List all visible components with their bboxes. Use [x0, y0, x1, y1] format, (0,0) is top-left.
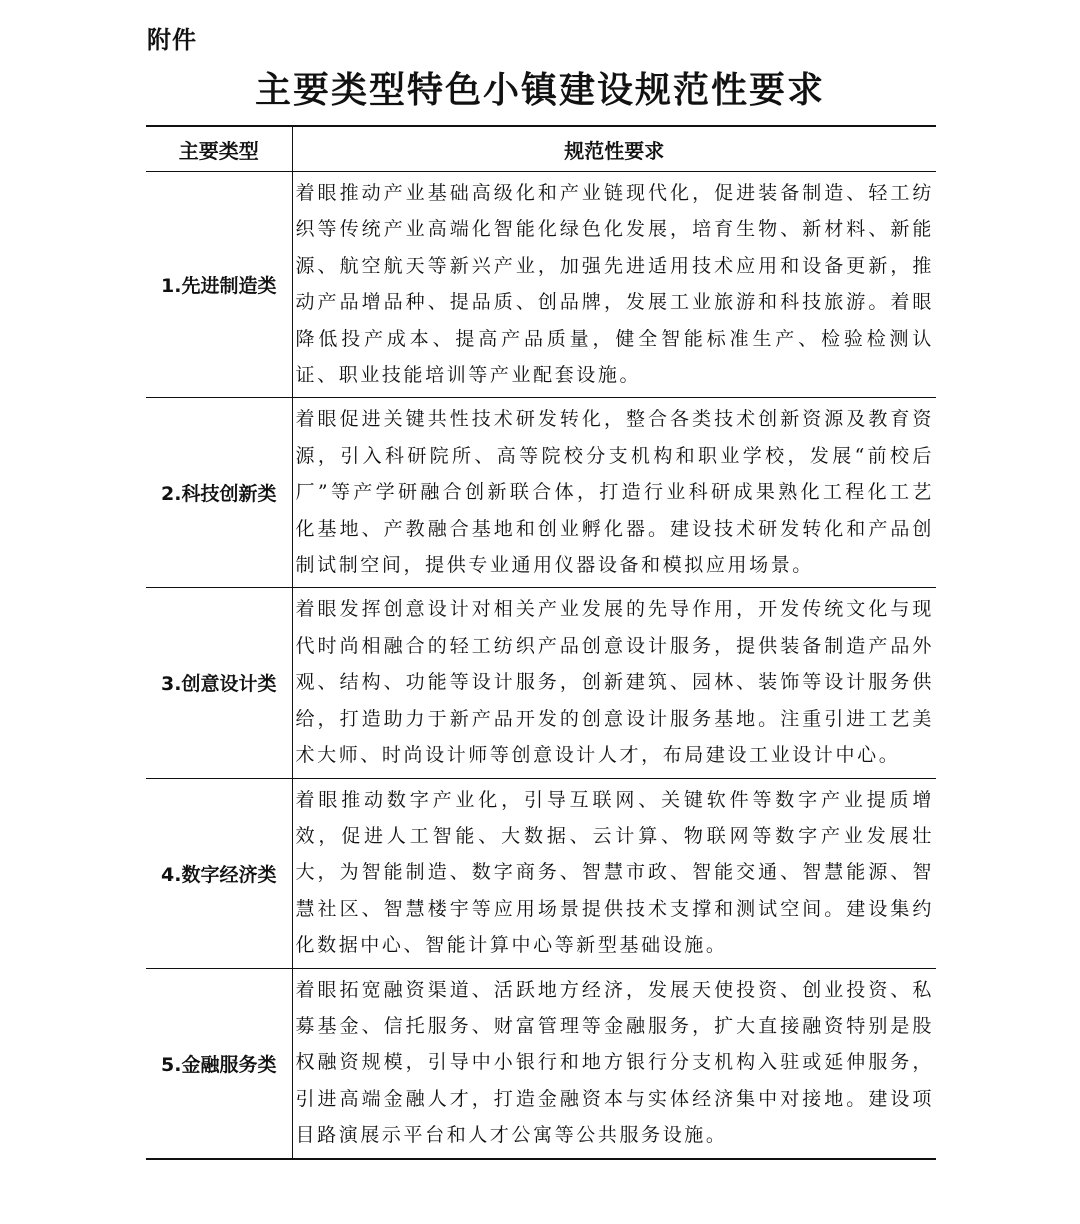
table-row: [146, 172, 936, 398]
type-cell: 1.先进制造类: [146, 172, 292, 398]
table-row: [146, 588, 936, 778]
requirement-cell: 着眼推动数字产业化，引导互联网、关键软件等数字产业提质增效，促进人工智能、大数据、云计算、物联网等数字产业发展壮大，为智能制造、数字商务、智慧市政、智能交通、智慧能源、智慧社区、智慧楼宇等应用场景提供技术支撑和测试空间。建设集约化数据中心、智能计算中心等新型基础设施。: [295, 788, 934, 957]
type-cell: 5.金融服务类: [146, 968, 292, 1159]
column-header-type: 主要类型: [146, 126, 292, 172]
type-cell: 4.数字经济类: [146, 778, 292, 968]
document-title: 主要类型特色小镇建设规范性要求: [254, 69, 825, 111]
requirement-cell: 着眼拓宽融资渠道、活跃地方经济，发展天使投资、创业投资、私募基金、信托服务、财富管理等金融服务，扩大直接融资特别是股权融资规模，引导中小银行和地方银行分支机构入驻或延伸服务，引进高端金融人才，打造金融资本与实体经济集中对接地。建设项目路演展示平台和人才公寓等公共服务设施。: [295, 978, 934, 1147]
requirement-cell: 着眼推动产业基础高级化和产业链现代化，促进装备制造、轻工纺织等传统产业高端化智能化绿色化发展，培育生物、新材料、新能源、航空航天等新兴产业，加强先进适用技术应用和设备更新，推动产品增品种、提品质、创品牌，发展工业旅游和科技旅游。着眼降低投产成本、提高产品质量，健全智能标准生产、检验检测认证、职业技能培训等产业配套设施。: [295, 182, 934, 387]
type-cell: 2.科技创新类: [146, 398, 292, 588]
table-header-row: [146, 126, 936, 172]
table-row: [146, 398, 936, 588]
requirements-table: [146, 125, 936, 1160]
table-row: [146, 778, 936, 968]
requirement-cell: 着眼促进关键共性技术研发转化，整合各类技术创新资源及教育资源，引入科研院所、高等院校分支机构和职业学校，发展“前校后厂”等产学研融合创新联合体，打造行业科研成果熟化工程化工艺化基地、产教融合基地和创业孵化器。建设技术研发转化和产品创制试制空间，提供专业通用仪器设备和模拟应用场景。: [295, 408, 934, 577]
table-row: [146, 968, 936, 1159]
type-cell: 3.创意设计类: [146, 588, 292, 778]
column-header-requirement: 规范性要求: [564, 138, 665, 163]
requirement-cell: 着眼发挥创意设计对相关产业发展的先导作用，开发传统文化与现代时尚相融合的轻工纺织产品创意设计服务，提供装备制造产品外观、结构、功能等设计服务，创新建筑、园林、装饰等设计服务供给，打造助力于新产品开发的创意设计服务基地。注重引进工艺美术大师、时尚设计师等创意设计人才，布局建设工业设计中心。: [295, 598, 934, 767]
attachment-label: 附件: [147, 26, 197, 54]
